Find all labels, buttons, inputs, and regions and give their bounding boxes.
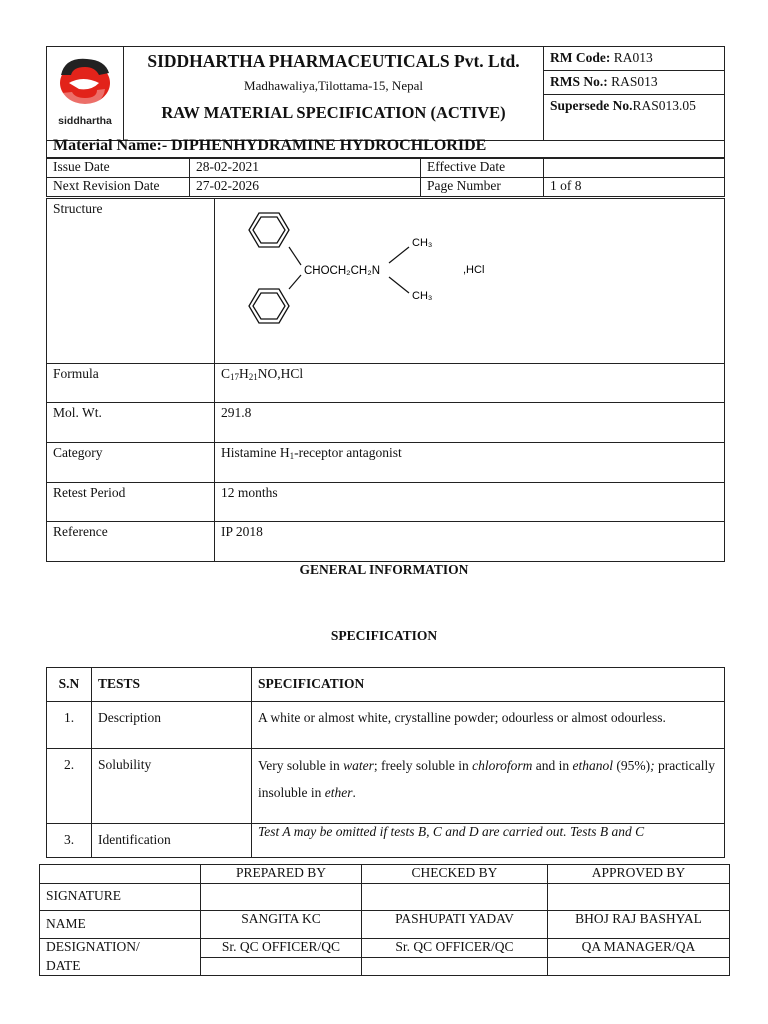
effective-date-value — [544, 159, 725, 178]
supersede-value: RAS013.05 — [632, 98, 696, 114]
issue-date-value: 28-02-2021 — [190, 159, 421, 178]
next-revision-label: Next Revision Date — [47, 178, 190, 197]
row-sn: 3. — [47, 824, 92, 858]
next-revision-value: 27-02-2026 — [190, 178, 421, 197]
row-sn: 2. — [47, 749, 92, 824]
table-row — [47, 702, 725, 749]
supersede-label: Supersede No. — [550, 98, 633, 114]
formula-value: $C_{17}H_{21}NO,HCl$ — [215, 364, 725, 403]
retest-value: 12 months — [215, 483, 725, 522]
name-checked: PASHUPATI YADAV — [362, 911, 548, 939]
rm-code-label: RM Code: — [550, 50, 611, 65]
rms-no-cell — [544, 71, 725, 95]
page-number-value: 1 of 8 — [544, 178, 725, 197]
structure-chain: CHOCH₂CH₂N — [304, 265, 381, 277]
col-header-specification: SPECIFICATION — [252, 668, 725, 702]
col-header-sn: S.N — [47, 668, 92, 702]
specification-heading: SPECIFICATION — [330, 628, 438, 643]
company-logo — [47, 47, 124, 141]
company-block — [124, 47, 544, 141]
date-checked — [362, 958, 548, 976]
row-spec: A white or almost white, crystalline powder; odourless or almost odourless. — [252, 702, 725, 749]
name-prepared: SANGITA KC — [201, 911, 362, 939]
signature-checked — [362, 884, 548, 911]
signature-label: SIGNATURE — [40, 884, 201, 911]
signoff-corner — [40, 865, 201, 884]
date-prepared — [201, 958, 362, 976]
date-label: DATE — [40, 958, 201, 976]
document-title: RAW MATERIAL SPECIFICATION (ACTIVE) — [161, 103, 506, 122]
structure-ch3-top: CH₃ — [412, 237, 433, 249]
row-test: Solubility — [92, 749, 252, 824]
rms-value: RAS013 — [611, 74, 658, 90]
rm-code-cell — [544, 47, 725, 71]
category-value: Histamine $H_1$-receptor antagonist — [215, 443, 725, 483]
prepared-by-header: PREPARED BY — [201, 865, 362, 884]
info-table — [46, 198, 725, 562]
row-spec: Very soluble in water; freely soluble in chloroform and in ethanol (95%); practically insoluble in ether. — [252, 749, 725, 824]
company-address: Madhawaliya,Tilottama-15, Nepal — [244, 78, 423, 93]
signature-prepared — [201, 884, 362, 911]
supersede-cell — [544, 95, 725, 141]
formula-label: Formula — [47, 364, 215, 403]
structure-label: Structure — [47, 199, 215, 364]
row-test: Description — [92, 702, 252, 749]
benzene-ring-top — [249, 213, 289, 247]
designation-label: DESIGNATION/ — [40, 939, 201, 958]
structure-salt: ,HCl — [463, 264, 485, 276]
signature-approved — [548, 884, 730, 911]
name-approved: BHOJ RAJ BASHYAL — [548, 911, 730, 939]
material-name: Material Name:- DIPHENHYDRAMINE HYDROCHLORIDE — [46, 136, 725, 158]
name-label: NAME — [40, 911, 201, 939]
issue-date-label: Issue Date — [47, 159, 190, 178]
retest-label: Retest Period — [47, 483, 215, 522]
molwt-value: 291.8 — [215, 403, 725, 443]
designation-checked: Sr. QC OFFICER/QC — [362, 939, 548, 958]
row-test: Identification — [92, 824, 252, 858]
rm-code-value: RA013 — [613, 50, 653, 65]
reference-value: IP 2018 — [215, 522, 725, 562]
general-info-heading: GENERAL INFORMATION — [299, 562, 469, 577]
reference-label: Reference — [47, 522, 215, 562]
row-sn: 1. — [47, 702, 92, 749]
dates-table — [46, 158, 725, 197]
logo-wordmark: siddhartha — [58, 115, 112, 127]
structure-ch3-bottom: CH₃ — [412, 290, 433, 302]
col-header-tests: TESTS — [92, 668, 252, 702]
page-number-label: Page Number — [421, 178, 544, 197]
signoff-table — [39, 864, 730, 976]
document-header — [46, 46, 725, 141]
structure-drawing — [215, 199, 725, 364]
benzene-ring-bottom — [249, 289, 289, 323]
table-row — [47, 749, 725, 824]
table-row — [47, 824, 725, 858]
spec-table — [46, 667, 725, 858]
molwt-label: Mol. Wt. — [47, 403, 215, 443]
approved-by-header: APPROVED BY — [548, 865, 730, 884]
row-spec: Test A may be omitted if tests B, C and D are carried out. Tests B and C — [252, 824, 725, 858]
designation-prepared: Sr. QC OFFICER/QC — [201, 939, 362, 958]
checked-by-header: CHECKED BY — [362, 865, 548, 884]
rms-label: RMS No.: — [550, 74, 608, 90]
designation-approved: QA MANAGER/QA — [548, 939, 730, 958]
company-name: SIDDHARTHA PHARMACEUTICALS Pvt. Ltd. — [147, 51, 520, 71]
date-approved — [548, 958, 730, 976]
category-label: Category — [47, 443, 215, 483]
effective-date-label: Effective Date — [421, 159, 544, 178]
